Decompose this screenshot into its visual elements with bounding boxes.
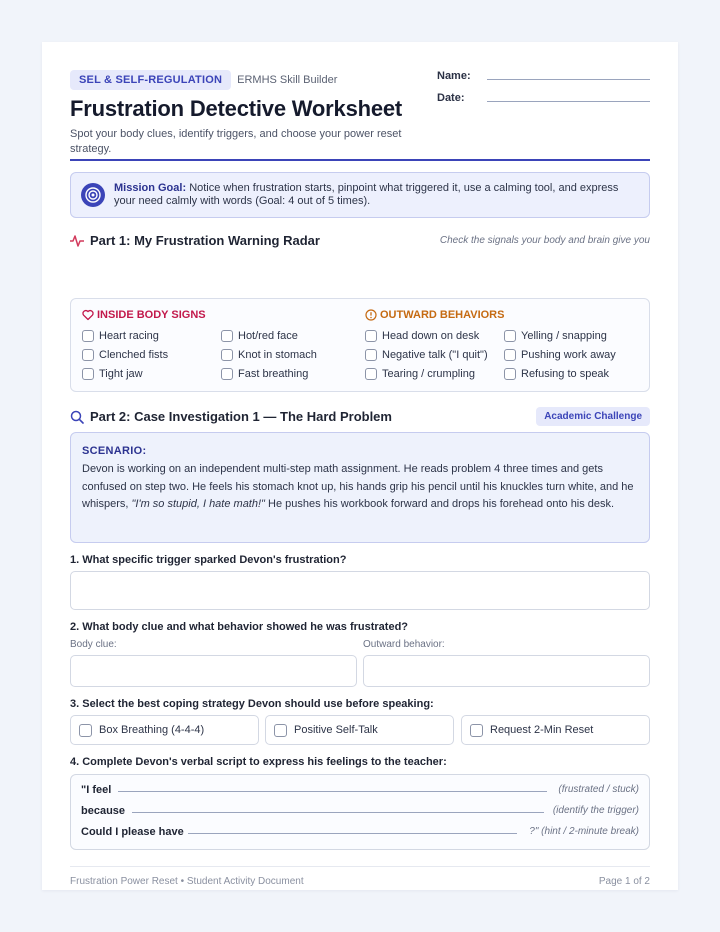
feeling-field[interactable] xyxy=(118,791,547,792)
header-right xyxy=(437,70,650,114)
target-icon xyxy=(81,183,105,207)
mission-goal-box xyxy=(70,172,650,218)
behavior-label: Outward behavior: xyxy=(363,639,445,650)
trigger-answer-field[interactable] xyxy=(70,571,650,610)
question-3: 3. Select the best coping strategy Devon should use before speaking: xyxy=(70,698,434,710)
scenario-quote: "I'm so stupid, I hate math!" xyxy=(131,498,265,510)
behavior-field[interactable] xyxy=(363,655,650,687)
category-badge: SEL & SELF-REGULATION xyxy=(70,70,231,90)
scenario-text: Devon is working on an independent multi-step math assignment. He reads problem 4 three times and gets confused on step two. He feels his stomach knot up, his hands grip his pencil until his knuckles turn white, and he whispers, "I'm so stupid, I hate math!" He pushes his workbook forward and drops his forehead onto his desk. xyxy=(82,463,634,510)
question-2: 2. What body clue and what behavior showed he was frustrated? xyxy=(70,621,409,633)
scenario-box xyxy=(70,432,650,543)
strategy-option-reset[interactable]: Request 2-Min Reset xyxy=(461,715,650,745)
pulse-icon xyxy=(70,234,84,253)
name-row xyxy=(437,70,650,92)
alert-icon xyxy=(365,309,377,321)
page-subtitle: Spot your body clues, identify triggers, and choose your power reset strategy. xyxy=(70,128,402,155)
body-clue-label: Body clue: xyxy=(70,639,117,650)
mission-text xyxy=(114,182,637,208)
mission-label: Mission Goal: xyxy=(114,182,187,194)
header-divider xyxy=(70,159,650,161)
script-row: "I feel (frustrated / stuck) xyxy=(81,784,639,796)
case-type-badge: Academic Challenge xyxy=(536,407,650,426)
footer-divider xyxy=(70,866,650,867)
part2-heading xyxy=(70,408,650,426)
strategy-option-box-breathing[interactable]: Box Breathing (4-4-4) xyxy=(70,715,259,745)
strategy-option-self-talk[interactable]: Positive Self-Talk xyxy=(265,715,454,745)
part1-title: Part 1: My Frustration Warning Radar xyxy=(90,233,320,248)
page-number: Page 1 of 2 xyxy=(598,876,650,887)
header-left xyxy=(70,70,430,157)
name-label: Name: xyxy=(437,70,471,82)
worksheet-page xyxy=(42,42,678,890)
script-row: Could I please have ?" (hint / 2-minute break) xyxy=(81,826,639,838)
part1-note: Check the signals your body and brain give you xyxy=(439,235,650,246)
heart-icon xyxy=(82,309,94,321)
request-field[interactable] xyxy=(188,833,517,834)
question-1: 1. What specific trigger sparked Devon's frustration? xyxy=(70,554,347,566)
part2-title: Part 2: Case Investigation 1 — The Hard Problem xyxy=(90,409,392,424)
magnifier-icon xyxy=(70,410,84,429)
body-clue-field[interactable] xyxy=(70,655,357,687)
scenario-label: SCENARIO: xyxy=(82,445,147,457)
date-row xyxy=(437,92,650,114)
page-title: Frustration Detective Worksheet xyxy=(70,96,403,121)
footer-left: Frustration Power Reset • Student Activity Document xyxy=(70,876,304,887)
trigger-field[interactable] xyxy=(132,812,544,813)
question-4: 4. Complete Devon's verbal script to express his feelings to the teacher: xyxy=(70,756,447,768)
warning-radar-box: INSIDE BODY SIGNS OUTWARD BEHAVIORS Heart racing Hot/red face Clenched fists Knot in stomach Tight jaw Fast breathing Head down on desk Yelling / snapping Negative talk ("I quit") Pushing work away Tearing / crumpling Refusing to speak xyxy=(70,298,650,392)
program-label: ERMHS Skill Builder xyxy=(237,74,338,86)
part1-heading xyxy=(70,232,650,250)
verbal-script-box xyxy=(70,774,650,850)
date-label: Date: xyxy=(437,92,465,104)
date-field[interactable] xyxy=(487,101,650,102)
name-field[interactable] xyxy=(487,79,650,80)
script-row: because (identify the trigger) xyxy=(81,805,639,817)
mission-body: Notice when frustration starts, pinpoint what triggered it, use a calming tool, and express your need calmly with words (Goal: 4 out of 5 times). xyxy=(114,182,619,207)
